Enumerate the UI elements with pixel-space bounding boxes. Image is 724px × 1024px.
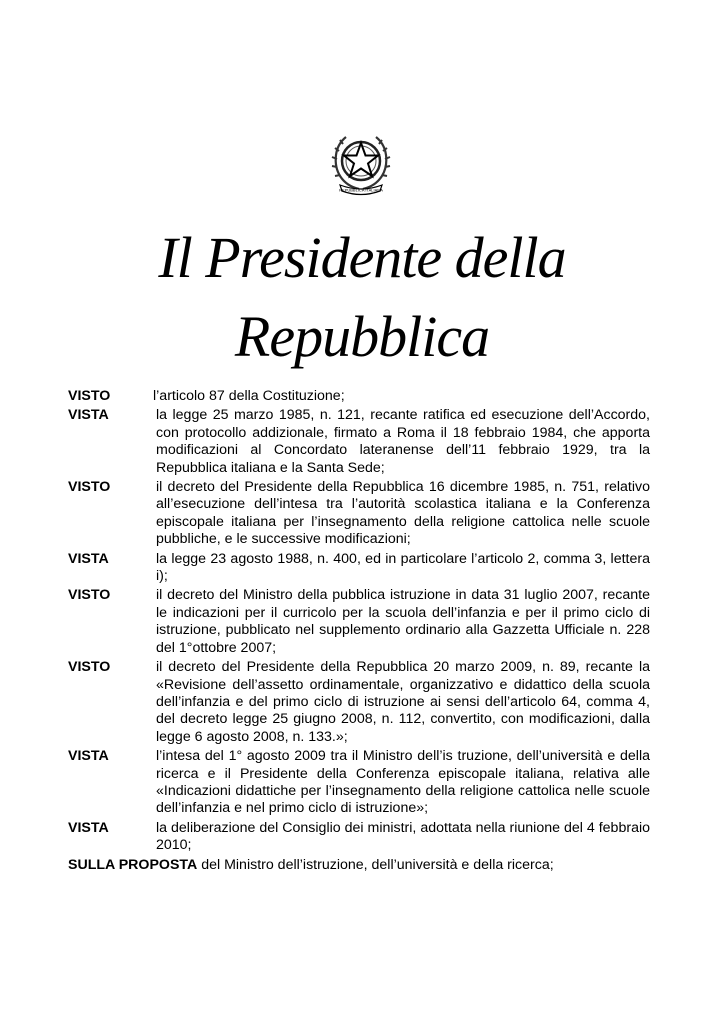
clause [68, 587, 650, 657]
clause-keyword: VISTO [68, 479, 111, 496]
final-clause [68, 857, 650, 874]
clause-keyword: VISTA [68, 748, 109, 765]
page-title-line-2: Repubblica [234, 304, 490, 369]
clause-keyword: VISTA [68, 550, 109, 567]
clause-text: il decreto del Ministro della pubblica istruzione in data 31 luglio 2007, recante le indicazioni per il curricolo per la scuola dell’infanzia e per il primo ciclo di istruzione, pubblicato nel supplemento ordinario alla Gazzetta Ufficiale n. 228 del 1°ottobre 2007; [156, 587, 650, 656]
clause [68, 659, 650, 746]
clause-text: il decreto del Presidente della Repubblica 20 marzo 2009, n. 89, recante la «Revisione dell’assetto ordinamentale, organizzativo e didattico della scuola dell’infanzia e del primo ciclo di istruzione ai sensi dell’articolo 64, comma 4, del decreto legge 25 giugno 2008, n. 112, convertito, con modificazioni, dalla legge 6 agosto 2008, n. 133.»; [156, 659, 650, 745]
clause-keyword: VISTO [68, 587, 111, 604]
clause [68, 551, 650, 586]
preamble [68, 388, 650, 874]
clause-text: il decreto del Presidente della Repubblica 16 dicembre 1985, n. 751, relativo all’esecuzione dell’intesa tra l’autorità scolastica italiana e la Conferenza episcopale italiana per l’insegnamento della religione cattolica nelle scuole pubbliche, e le successive modificazioni; [156, 479, 650, 548]
clause-text: l’articolo 87 della Costituzione; [153, 388, 345, 404]
clause [68, 820, 650, 855]
clause-keyword: VISTA [68, 407, 109, 424]
clause [68, 748, 650, 818]
clause [68, 407, 650, 477]
page-title-line-1: Il Presidente della [158, 225, 566, 290]
clause-keyword: VISTO [68, 659, 111, 676]
clause-keyword: VISTO [68, 388, 111, 404]
clause-text: la deliberazione del Consiglio dei ministri, adottata nella riunione del 4 febbraio 2010; [156, 819, 650, 854]
clause [68, 388, 650, 405]
final-keyword: SULLA PROPOSTA [68, 856, 198, 873]
final-text: del Ministro dell’istruzione, dell’università e della ricerca; [197, 856, 554, 873]
clause [68, 479, 650, 549]
clause-text: l’intesa del 1° agosto 2009 tra il Ministro dell’is truzione, dell’università e della ricerca e il Presidente della Conferenza episcopale italiana, relativa alle «Indicazioni didattiche per l’insegnamento della religione cattolica nelle scuole dell’infanzia e nel primo ciclo di istruzione»; [156, 748, 650, 817]
clause-keyword: VISTA [68, 819, 109, 836]
svg-text:REPUBBLICA ITALIANA: REPUBBLICA ITALIANA [339, 187, 383, 193]
italian-republic-emblem-icon [326, 127, 396, 197]
clause-text: la legge 25 marzo 1985, n. 121, recante ratifica ed esecuzione dell’Accordo, con protocollo addizionale, firmato a Roma il 18 febbraio 1984, che apporta modificazioni al Concordato lateranense dell’11 febbraio 1929, tra la Repubblica italiana e la Santa Sede; [156, 407, 650, 476]
clause-text: la legge 23 agosto 1988, n. 400, ed in particolare l’articolo 2, comma 3, lettera i); [156, 550, 650, 585]
